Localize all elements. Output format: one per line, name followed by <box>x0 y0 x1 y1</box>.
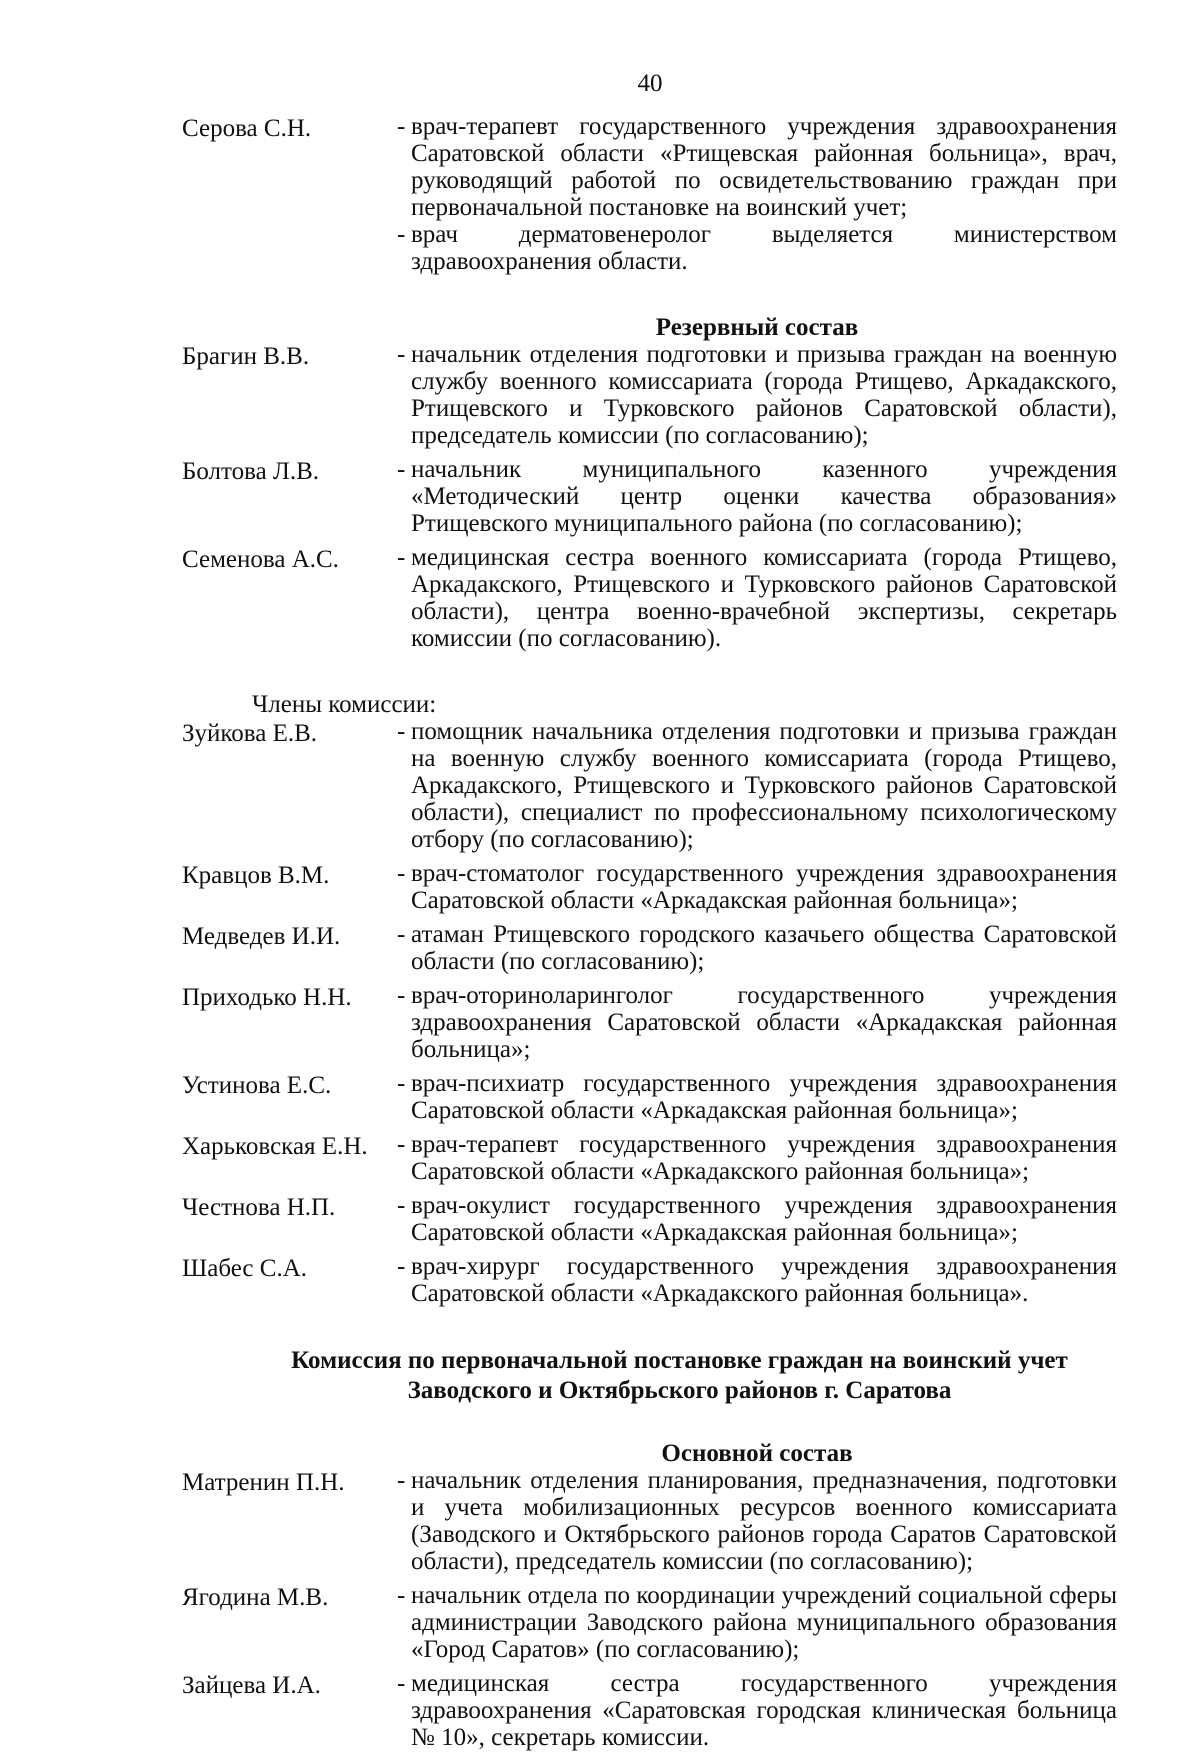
person-description: - врач-психиатр государственного учреждения здравоохранения Саратовской области «Аркадакская районная больница»; <box>397 1070 1117 1124</box>
person-description: - помощник начальника отделения подготовки и призыва граждан на военную службу военного комиссариата (города Ртищево, Аркадакского, Ртищевского и Турковского районов Саратовской области), специалист по профессиональному психологическому отбору (по согласованию); <box>397 718 1117 853</box>
person-name: Устинова Е.С. <box>182 1072 332 1099</box>
person-row <box>182 921 1117 975</box>
person-description: - врач-терапевт государственного учреждения здравоохранения Саратовской области «Аркадакского районная больница»; <box>397 1131 1117 1185</box>
person-row <box>182 544 1117 652</box>
person-description: - медицинская сестра государственного учреждения здравоохранения «Саратовская городская клиническая больница № 10», секретарь комиссии. <box>397 1670 1117 1751</box>
person-row <box>182 1070 1117 1124</box>
person-description: - врач-окулист государственного учреждения здравоохранения Саратовской области «Аркадакская районная больница»; <box>397 1192 1117 1246</box>
person-description <box>397 113 1117 275</box>
person-name: Серова С.Н. <box>182 115 312 142</box>
description-item: - врач дерматовенеролог выделяется министерством здравоохранения области. <box>397 221 1117 275</box>
person-row <box>182 456 1117 537</box>
person-name: Честнова Н.П. <box>182 1194 336 1221</box>
person-row <box>182 1253 1117 1307</box>
person-name: Шабес С.А. <box>182 1255 307 1282</box>
person-name: Зайцева И.А. <box>182 1672 321 1699</box>
commission-title-line2: Заводского и Октябрьского районов г. Саратова <box>407 1377 952 1404</box>
person-row <box>182 1670 1117 1751</box>
person-row <box>182 1131 1117 1185</box>
section-heading-reserve: Резервный состав <box>655 314 859 341</box>
person-name: Харьковская Е.Н. <box>182 1133 368 1160</box>
members-subtitle: Члены комиссии: <box>252 691 437 718</box>
person-name: Медведев И.И. <box>182 923 341 950</box>
person-description: - начальник отделения подготовки и призыва граждан на военную службу военного комиссариата (города Ртищево, Аркадакского, Ртищевского и Турковского районов Саратовской области), председатель комиссии (по согласованию); <box>397 341 1117 449</box>
person-row <box>182 982 1117 1063</box>
person-name: Семенова А.С. <box>182 546 339 573</box>
person-description: - атаман Ртищевского городского казачьего общества Саратовской области (по согласованию); <box>397 921 1117 975</box>
person-name: Приходько Н.Н. <box>182 984 352 1011</box>
person-description: - медицинская сестра военного комиссариата (города Ртищево, Аркадакского, Ртищевского и Турковского районов Саратовской области), центра военно-врачебной экспертизы, секретарь комиссии (по согласованию). <box>397 544 1117 652</box>
description-item: - врач-терапевт государственного учреждения здравоохранения Саратовской области «Ртищевская районная больница», врач, руководящий работой по освидетельствованию граждан при первоначальной постановке на воинский учет; <box>397 113 1117 221</box>
person-name: Матренин П.Н. <box>182 1469 345 1496</box>
commission-title-line1: Комиссия по первоначальной постановке граждан на воинский учет <box>291 1347 1068 1374</box>
person-row <box>182 341 1117 449</box>
person-description: - врач-оториноларинголог государственного учреждения здравоохранения Саратовской области «Аркадакская районная больница»; <box>397 982 1117 1063</box>
person-name: Зуйкова Е.В. <box>182 720 318 747</box>
page-number: 40 <box>637 70 663 97</box>
person-row <box>182 860 1117 914</box>
document-content <box>182 113 1117 1752</box>
person-description: - начальник отделения планирования, предназначения, подготовки и учета мобилизационных ресурсов военного комиссариата (Заводского и Октябрьского районов города Саратов Саратовской области), председатель комиссии (по согласованию); <box>397 1467 1117 1575</box>
person-name: Ягодина М.В. <box>182 1584 329 1611</box>
person-name: Кравцов В.М. <box>182 862 330 889</box>
person-description: - начальник отдела по координации учреждений социальной сферы администрации Заводского района муниципального образования «Город Саратов» (по согласованию); <box>397 1582 1117 1663</box>
person-name: Брагин В.В. <box>182 343 310 370</box>
person-description: - врач-стоматолог государственного учреждения здравоохранения Саратовской области «Аркадакская районная больница»; <box>397 860 1117 914</box>
person-description: - начальник муниципального казенного учреждения «Методический центр оценки качества образования» Ртищевского муниципального района (по согласованию); <box>397 456 1117 537</box>
person-row <box>182 113 1117 275</box>
person-description: - врач-хирург государственного учреждения здравоохранения Саратовской области «Аркадакского районная больница». <box>397 1253 1117 1307</box>
section-heading-main: Основной состав <box>661 1440 853 1467</box>
person-row <box>182 1192 1117 1246</box>
person-row <box>182 1467 1117 1575</box>
person-row <box>182 718 1117 853</box>
person-name: Болтова Л.В. <box>182 458 320 485</box>
person-row <box>182 1582 1117 1663</box>
